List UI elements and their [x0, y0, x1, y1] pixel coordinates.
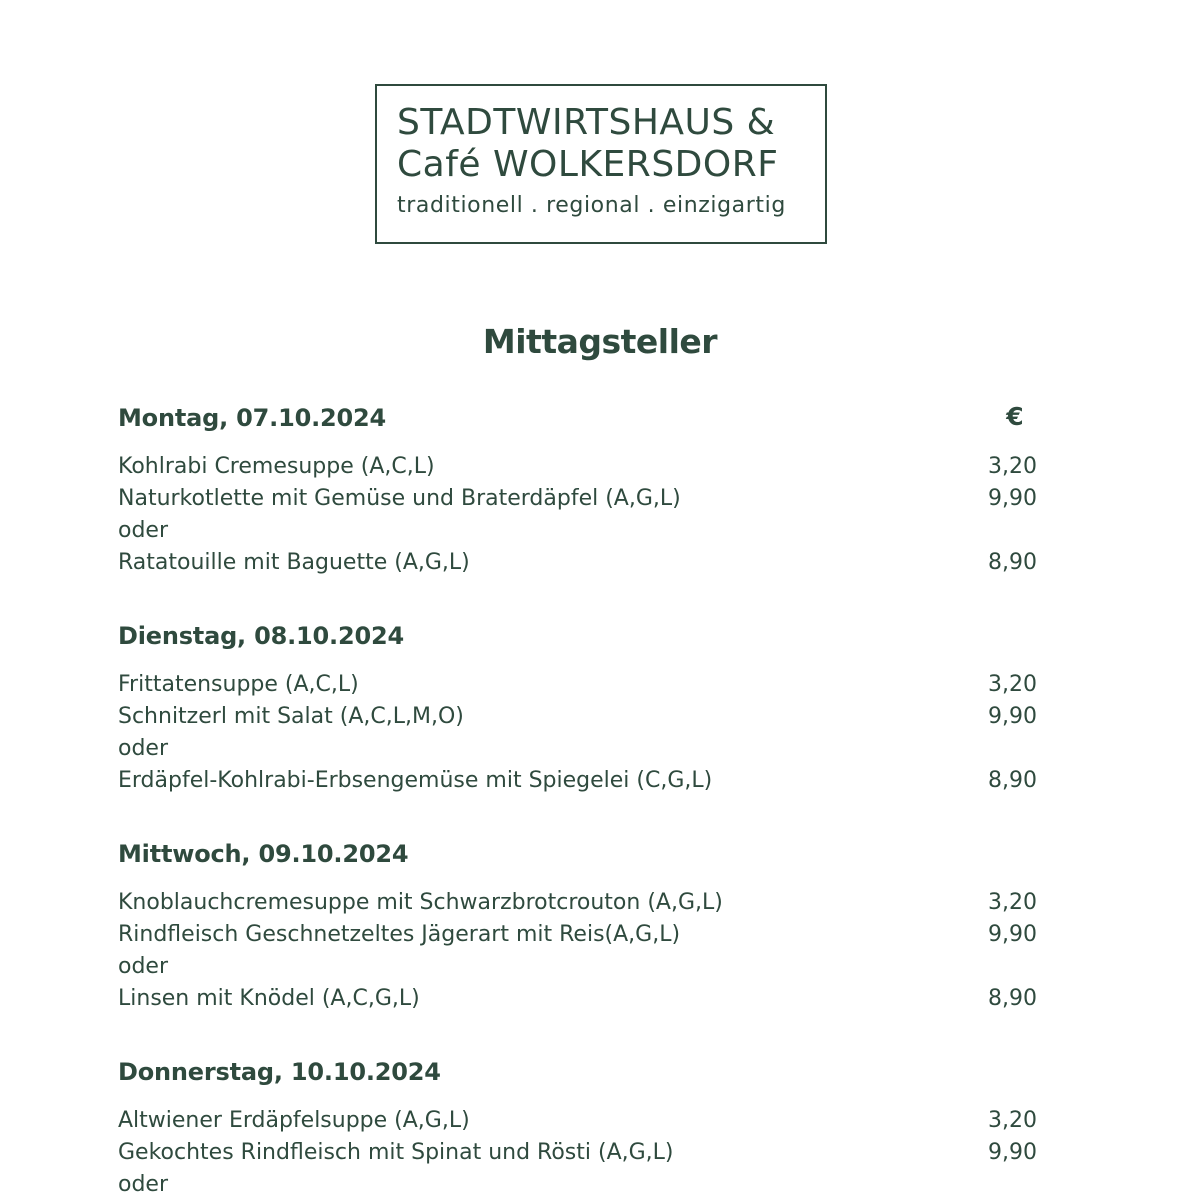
menu-item-price: 9,90: [988, 704, 1037, 729]
menu-item-separator: [118, 515, 1078, 547]
day-section-tuesday: [118, 621, 1078, 797]
menu-item-name: Altwiener Erdäpfelsuppe (A,G,L): [118, 1108, 470, 1133]
menu-item-name: Rindfleisch Geschnetzeltes Jägerart mit Reis(A,G,L): [118, 922, 681, 947]
day-section-wednesday: [118, 839, 1078, 1015]
menu-item: [118, 483, 1078, 515]
menu-item-price: 9,90: [988, 1140, 1037, 1165]
menu-item: [118, 701, 1078, 733]
menu-item-price: 3,20: [988, 1108, 1037, 1133]
menu-item-price: 3,20: [988, 890, 1037, 915]
menu-item-name: Frittatensuppe (A,C,L): [118, 672, 359, 697]
menu-item: [118, 669, 1078, 701]
menu-item: [118, 1137, 1078, 1169]
menu-item-name: Naturkotlette mit Gemüse und Braterdäpfel (A,G,L): [118, 486, 681, 511]
menu-item: [118, 983, 1078, 1015]
menu-item: [118, 547, 1078, 579]
menu-item-name: Erdäpfel-Kohlrabi-Erbsengemüse mit Spiegelei (C,G,L): [118, 768, 713, 793]
menu-item: [118, 887, 1078, 919]
menu-item-name: Knoblauchcremesuppe mit Schwarzbrotcrouton (A,G,L): [118, 890, 723, 915]
menu-title: Mittagsteller: [482, 322, 718, 361]
menu-item-price: 8,90: [988, 550, 1037, 575]
menu-item: [118, 451, 1078, 483]
day-heading: Mittwoch, 09.10.2024: [118, 840, 409, 868]
restaurant-logo: [375, 84, 827, 244]
menu-item: [118, 765, 1078, 797]
day-section-thursday: [118, 1057, 1078, 1201]
menu-item-price: 3,20: [988, 454, 1037, 479]
logo-tagline: traditionell . regional . einzigartig: [397, 193, 786, 218]
menu-item-name: oder: [118, 736, 169, 761]
menu-item: [118, 919, 1078, 951]
menu-item-name: Linsen mit Knödel (A,C,G,L): [118, 986, 420, 1011]
menu-item-name: Gekochtes Rindfleisch mit Spinat und Rösti (A,G,L): [118, 1140, 674, 1165]
day-heading: Montag, 07.10.2024: [118, 404, 387, 432]
menu-item-name: Schnitzerl mit Salat (A,C,L,M,O): [118, 704, 464, 729]
menu-item-price: 8,90: [988, 768, 1037, 793]
menu-item-price: 9,90: [988, 922, 1037, 947]
menu-item-name: oder: [118, 954, 169, 979]
logo-name-line2: Café WOLKERSDORF: [397, 144, 779, 185]
menu-item-price: 9,90: [988, 486, 1037, 511]
menu-item-price: 3,20: [988, 672, 1037, 697]
day-heading: Donnerstag, 10.10.2024: [118, 1058, 441, 1086]
menu-item-name: oder: [118, 518, 169, 543]
menu-item-price: 8,90: [988, 986, 1037, 1011]
day-heading: Dienstag, 08.10.2024: [118, 622, 404, 650]
menu-item-name: Kohlrabi Cremesuppe (A,C,L): [118, 454, 435, 479]
menu-item-name: Ratatouille mit Baguette (A,G,L): [118, 550, 470, 575]
currency-header: €: [1006, 402, 1024, 431]
logo-name-line1: STADTWIRTSHAUS &: [397, 102, 776, 143]
menu-item-separator: [118, 1169, 1078, 1201]
menu-item-separator: [118, 951, 1078, 983]
day-section-monday: [118, 403, 1078, 579]
menu-item-name: oder: [118, 1172, 169, 1197]
menu-item-separator: [118, 733, 1078, 765]
menu-item: [118, 1105, 1078, 1137]
